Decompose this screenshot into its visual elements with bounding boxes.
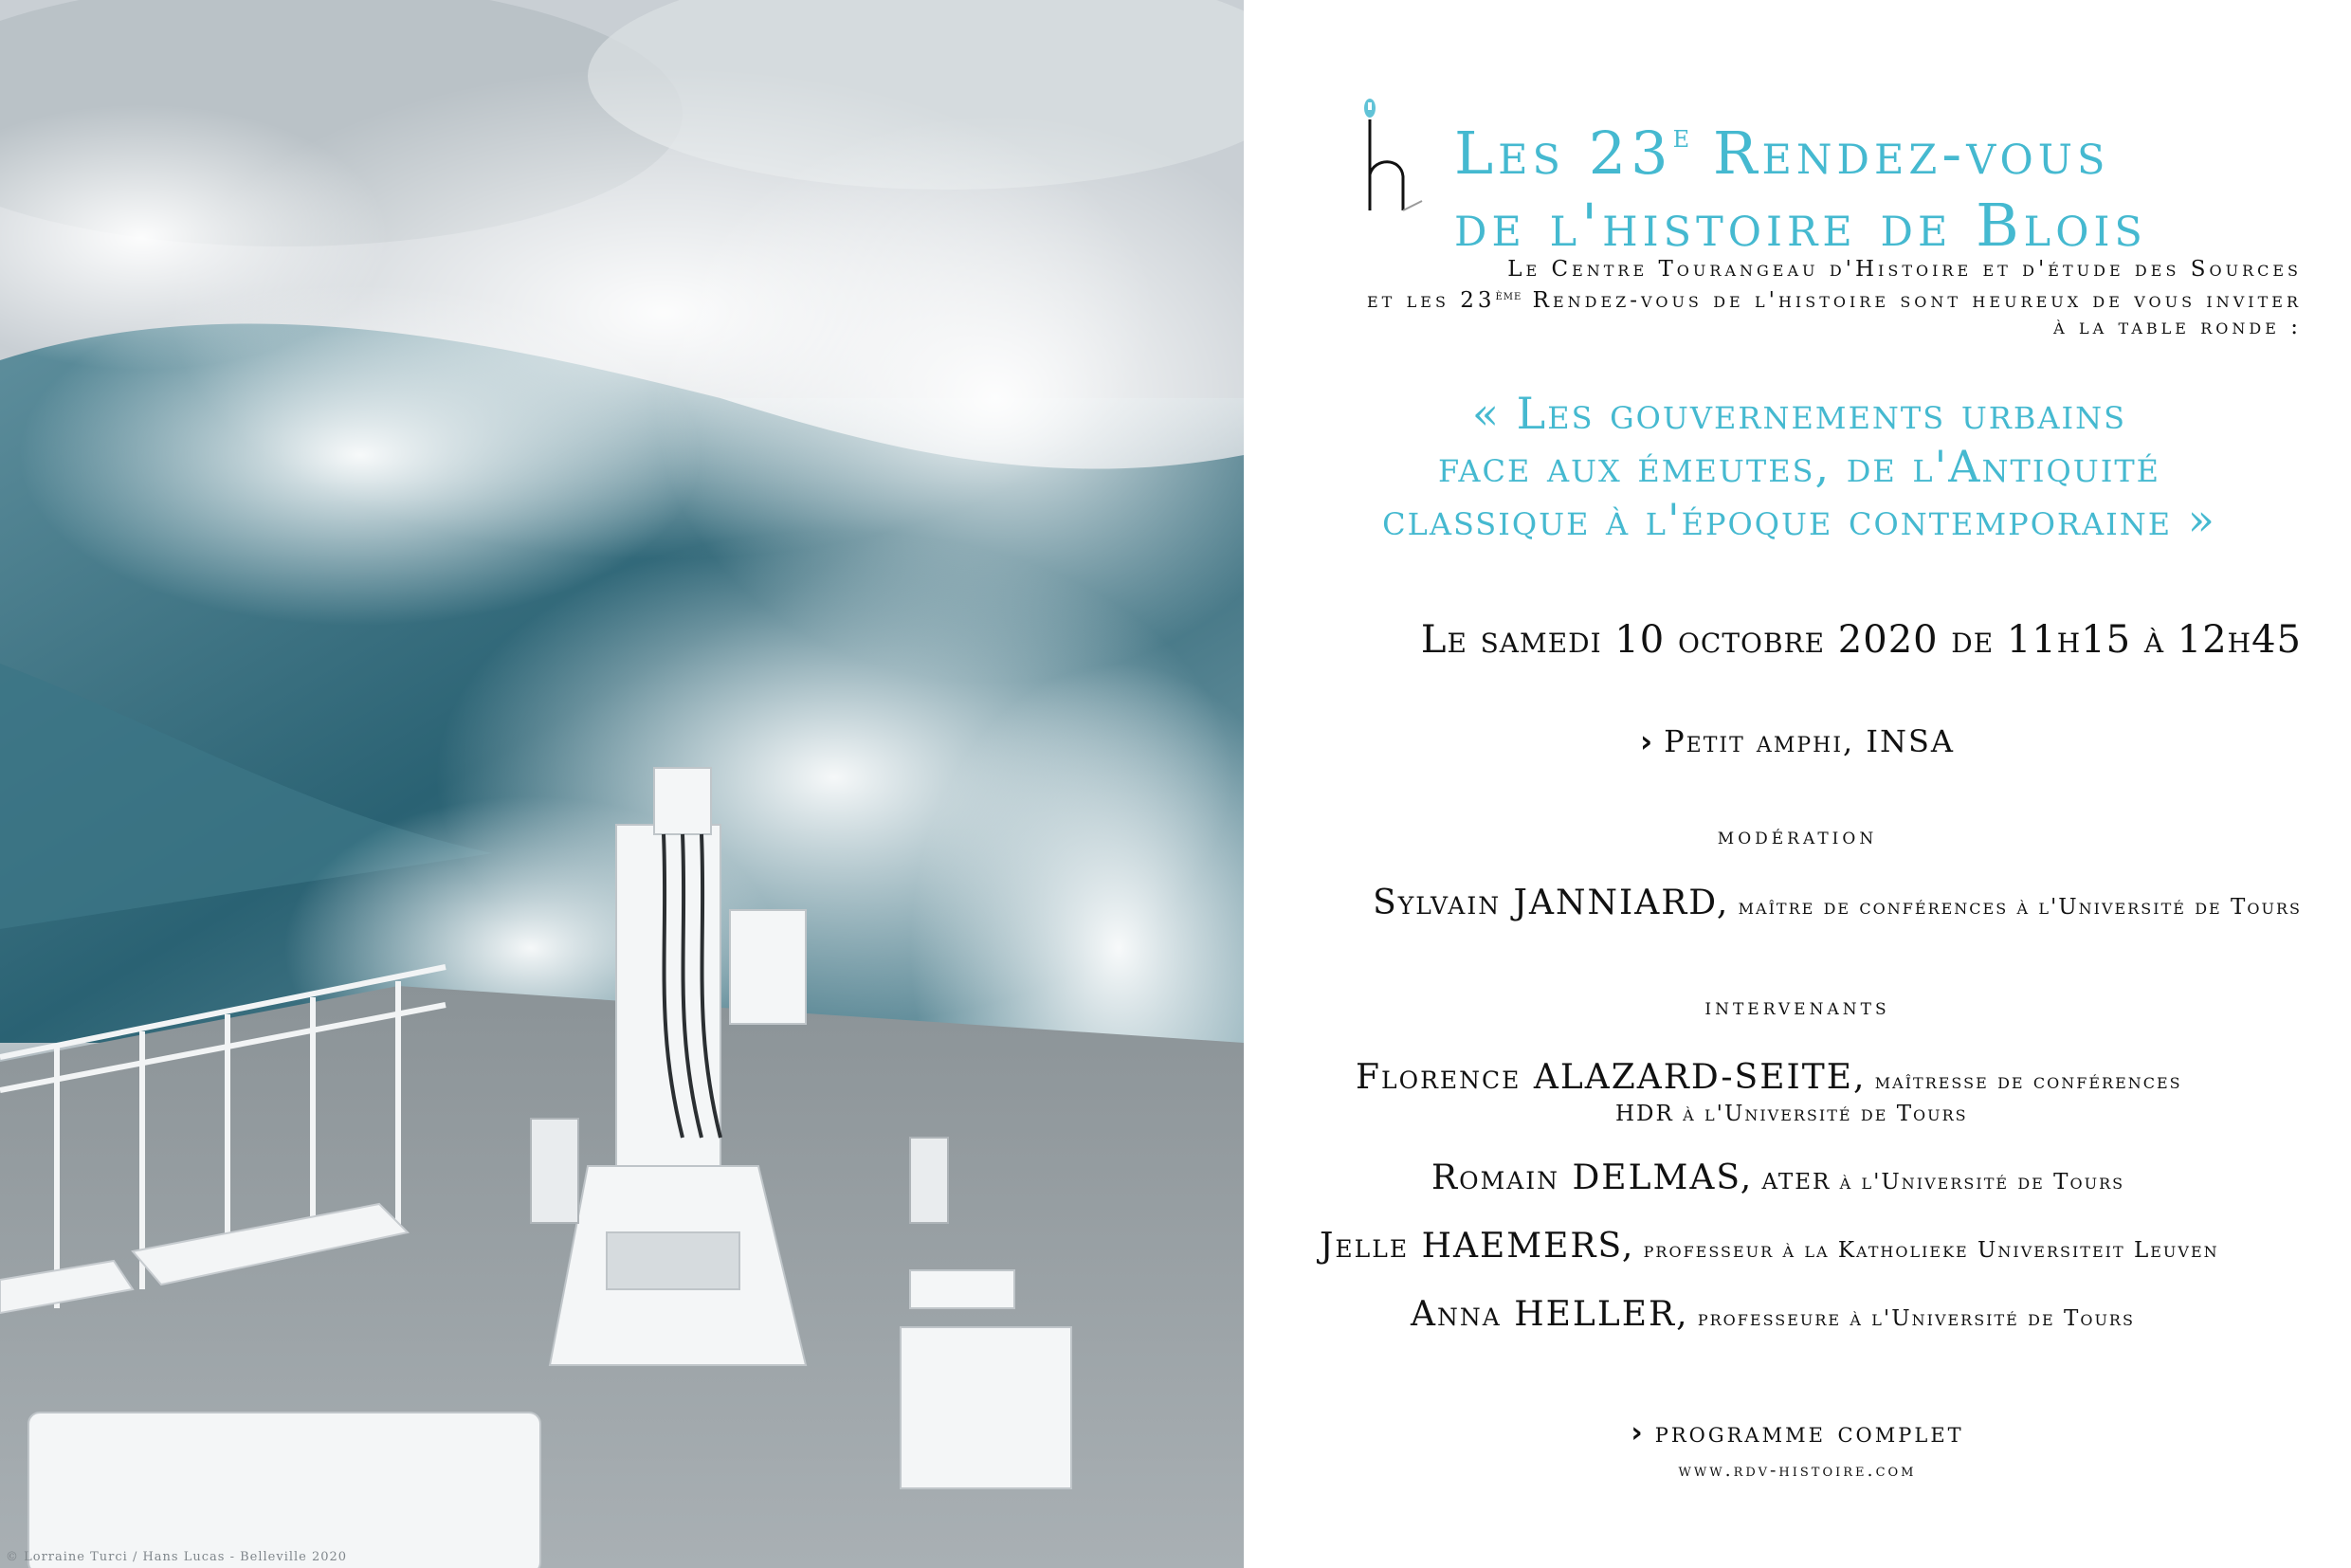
photo-credit: © Lorraine Turci / Hans Lucas - Belleville 2020 (6, 1550, 348, 1564)
moderation-heading: modération (1717, 823, 1878, 849)
speaker-name: Florence ALAZARD-SEITE, (1356, 1058, 1867, 1097)
speaker-item (1411, 1295, 2135, 1334)
chevron-right-icon: › (1639, 723, 1655, 759)
round-table-topic (1297, 387, 2302, 546)
moderator-role: maître de conférences à l'Université de Tours (1729, 895, 2302, 920)
speaker-role: professeure à l'Université de Tours (1688, 1306, 2135, 1331)
topic-line-3: classique à l'époque contemporaine » (1382, 494, 2216, 545)
moderator (1373, 884, 2302, 922)
website-url[interactable]: www.rdv-histoire.com (1678, 1460, 1917, 1481)
title-line-1: Les 23e Rendez-vous (1454, 118, 2110, 188)
speakers-heading: intervenants (1704, 994, 1890, 1020)
invite-line-2: et les 23ème Rendez-vous de l'histoire sont heureux de vous inviter (1366, 288, 2302, 313)
speaker-name: Anna HELLER, (1411, 1295, 1689, 1334)
speaker-role: ATER à l'Université de Tours (1753, 1170, 2125, 1194)
speaker-role: maîtresse de conférences (1866, 1069, 2182, 1094)
event-place: › Petit amphi, INSA (1639, 723, 1956, 759)
topic-line-2: face aux émeutes, de l'Antiquité (1437, 441, 2161, 492)
invitation-panel (1244, 0, 2351, 1568)
invite-line-1: Le Centre Tourangeau d'Histoire et d'étude des Sources (1507, 257, 2302, 282)
chevron-right-icon: › (1631, 1416, 1646, 1449)
topic-line-1: « Les gouvernements urbains (1471, 388, 2127, 439)
h-candle-logo-icon (1346, 99, 1441, 220)
speaker-role-continued: HDR à l'Université de Tours (1615, 1102, 1968, 1126)
event-series-title (1454, 100, 2147, 262)
speaker-item (1320, 1227, 2219, 1266)
event-date: Le samedi 10 octobre 2020 de 11h15 à 12h45 (1420, 618, 2302, 662)
title-line-2: de l'histoire de Blois (1454, 191, 2147, 260)
full-program-link[interactable]: › programme complet (1631, 1416, 1964, 1449)
speaker-role: professeur à la Katholieke Universiteit Leuven (1634, 1238, 2219, 1263)
speaker-name: Romain DELMAS, (1431, 1158, 1754, 1197)
speaker-item (1431, 1158, 2124, 1197)
speaker-name: Jelle HAEMERS, (1320, 1227, 1635, 1266)
invitation-text (1306, 256, 2302, 340)
moderator-name: Sylvain JANNIARD, (1373, 884, 1730, 922)
speaker-item (1356, 1058, 2182, 1097)
invite-line-3: à la table ronde : (2053, 315, 2302, 339)
